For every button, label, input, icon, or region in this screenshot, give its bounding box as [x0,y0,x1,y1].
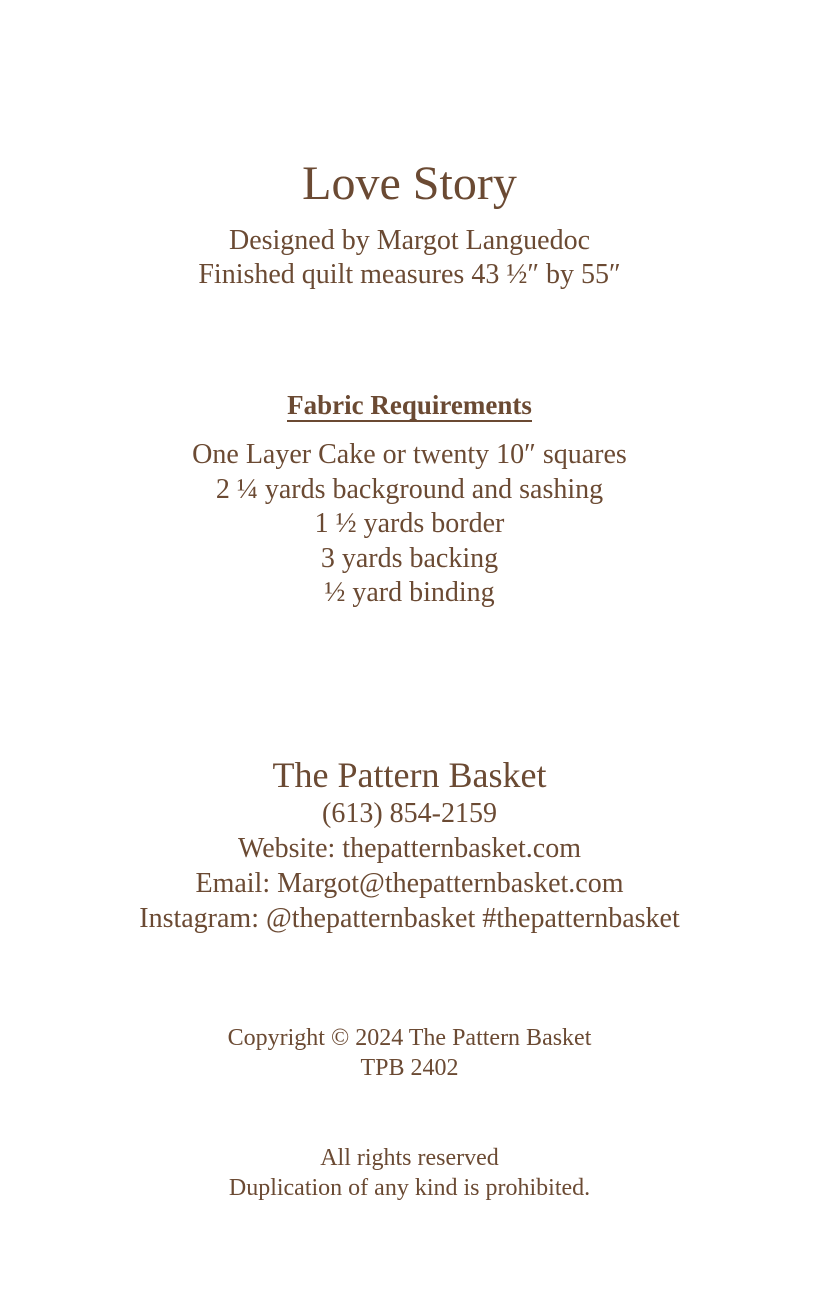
rights-block [0,1143,819,1203]
website-line: Website: thepatternbasket.com [238,833,581,864]
fabric-requirements-heading [0,388,819,422]
copyright-block [0,1023,819,1083]
rights-reserved: All rights reserved [320,1145,499,1171]
quilt-measurements: Finished quilt measures 43 ½″ by 55″ [198,259,621,290]
fabric-requirements-heading-text: Fabric Requirements [287,390,532,420]
pattern-title: Love Story [302,157,517,210]
phone-number: (613) 854-2159 [322,798,497,829]
copyright-line: Copyright © 2024 The Pattern Basket [227,1025,592,1051]
instagram-line: Instagram: @thepatternbasket #thepatternbasket [139,903,680,934]
email-line: Email: Margot@thepatternbasket.com [195,868,624,899]
requirement-item: ½ yard binding [324,577,495,608]
company-name: The Pattern Basket [272,755,547,795]
duplication-notice: Duplication of any kind is prohibited. [228,1175,591,1201]
requirement-item: One Layer Cake or twenty 10″ squares [192,439,627,470]
requirement-item: 1 ½ yards border [314,508,505,539]
contact-block [0,796,819,936]
fabric-requirements-list [0,438,819,611]
requirement-item: 2 ¼ yards background and sashing [215,473,604,505]
pattern-code: TPB 2402 [360,1055,459,1081]
requirement-item: 3 yards backing [320,542,499,574]
designer-credit: Designed by Margot Languedoc [228,225,591,256]
